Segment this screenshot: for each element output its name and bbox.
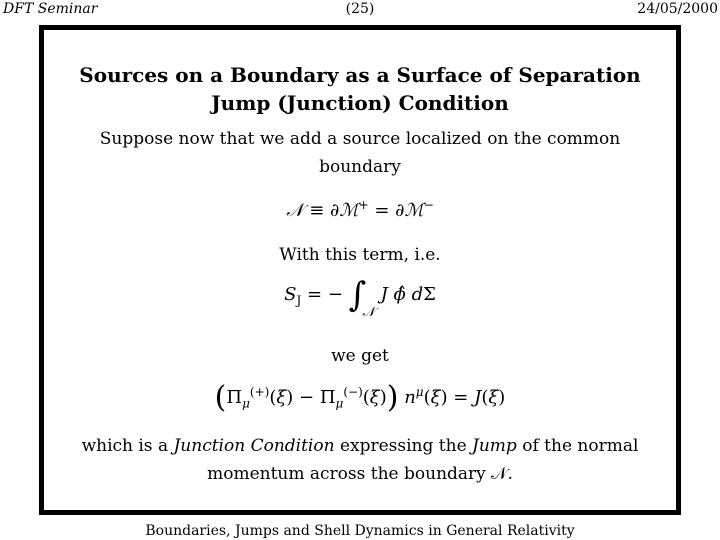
header-page-number: (25) bbox=[345, 1, 375, 17]
slide-frame bbox=[39, 25, 681, 515]
boundary-equation: 𝒩 ≡ ∂ℳ+ = ∂ℳ− bbox=[286, 198, 434, 221]
conclusion-text-line-1: which is a Junction Condition expressing the Jump of the normal bbox=[81, 436, 639, 456]
conclusion-text-line-2: momentum across the boundary 𝒩. bbox=[207, 464, 513, 484]
slide-title-line-1: Sources on a Boundary as a Surface of Separation bbox=[79, 63, 641, 87]
with-term-text: With this term, i.e. bbox=[279, 245, 441, 265]
we-get-text: we get bbox=[331, 346, 389, 366]
header-date: 24/05/2000 bbox=[637, 1, 718, 17]
source-action-equation: $S_J$ = − ∫𝒩 J ϕ̂ dΣ bbox=[284, 275, 436, 320]
intro-text-line-1: Suppose now that we add a source localized on the common bbox=[99, 129, 621, 149]
intro-text-line-2: boundary bbox=[319, 157, 401, 177]
footer-talk-title: Boundaries, Jumps and Shell Dynamics in General Relativity bbox=[145, 523, 575, 539]
header-seminar-name: DFT Seminar bbox=[3, 1, 98, 17]
junction-condition-equation: $(\Pi_\mu^{(+)}(\xi) - \Pi_\mu^{(-)}(\xi)) n^\mu(\xi) = J(\xi)$ bbox=[214, 380, 506, 415]
slide-title-line-2: Jump (Junction) Condition bbox=[211, 91, 509, 115]
